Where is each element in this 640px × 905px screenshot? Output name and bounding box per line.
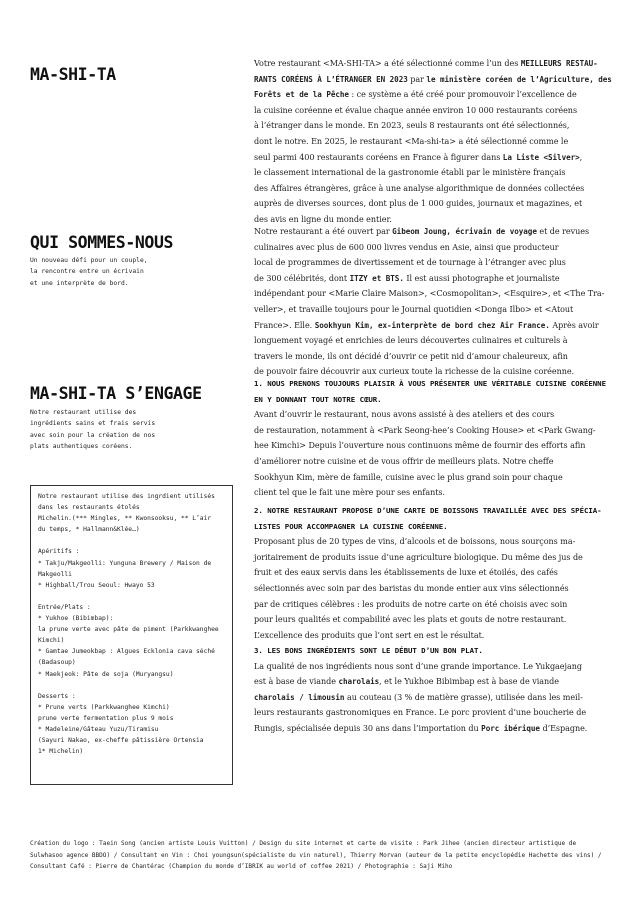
engage-subtitle	[30, 407, 155, 453]
text-run: Proposant plus de 20 types de vins, d’alcools et de boissons, nous sourçons ma-	[254, 537, 576, 547]
credits-line: Sulwhasoo agence BBDO) / Consultant en Vin : Choi youngsun(spécialiste du vin naturel), Thierry Morvan (auteur de la petite encyclopédie Hachette des vins) /	[30, 851, 602, 859]
text-run: , et le Yukhoe Bibimbap est à base de viande	[379, 677, 559, 687]
text-run: client tel que le fait une mère pour ses enfants.	[254, 488, 445, 498]
menu-box	[30, 485, 233, 785]
text-run: fruit et des eaux servis dans les établissements de luxe et étoilés, des cafés	[254, 568, 558, 578]
text-line	[254, 674, 587, 690]
text-line	[254, 103, 612, 119]
menu-box-line: * Highball/Trou Seoul: Hwayo 53	[38, 581, 155, 589]
text-run: France>. Elle.	[254, 320, 315, 330]
text-run: Avant d’ouvrir le restaurant, nous avons assisté à des ateliers et des cours	[254, 410, 555, 420]
text-run: ,	[579, 152, 583, 162]
text-line	[254, 134, 612, 150]
menu-box-line	[38, 535, 232, 546]
text-line	[254, 333, 604, 349]
credits-line: Création du logo : Taein Song (ancien artiste Louis Vuitton) / Design du site internet et carte de visite : Park Jihee (ancien directeur artistique de	[30, 840, 577, 847]
text-run: dont le notre. En 2025, le restaurant <Ma-shi-ta> a été sélectionné comme le	[254, 136, 569, 146]
text-line	[254, 690, 587, 706]
text-run: local de programmes de divertissement et de tournage à l’étranger avec plus	[254, 258, 566, 268]
qui-sommes-nous-title: QUI SOMMES-NOUS	[30, 233, 174, 252]
text-line	[254, 503, 602, 519]
text-line	[254, 643, 587, 659]
text-run: par	[407, 74, 427, 84]
text-run: d’améliorer notre cuisine et de vous offrir de meilleurs plats. Notre cheffe	[254, 456, 554, 466]
section-heading: LISTES POUR ACCOMPAGNER LA CUISINE CORÉENNE.	[254, 521, 448, 531]
text-line	[254, 721, 587, 737]
commitment-3	[254, 643, 587, 737]
text-line	[254, 286, 604, 302]
qui-subtitle-line: et une interprète de bord.	[30, 279, 129, 287]
text-line	[254, 196, 612, 212]
mashita-title: MA-SHI-TA	[30, 65, 116, 84]
menu-box-line: * Gamtae Jumeokbap : Algues Ecklonia cava séché	[38, 648, 215, 656]
text-line	[254, 271, 604, 287]
text-line	[254, 581, 602, 597]
text-run: longuement voyagé et enrichies de leurs découvertes culinaires et culturels à	[254, 336, 568, 346]
menu-box-lines	[38, 491, 232, 757]
text-run: joritairement de produits issue d’une agriculture biologique. Du même des jus de	[254, 552, 583, 562]
text-line	[254, 118, 612, 134]
menu-box-line: (Badasoup)	[38, 659, 76, 667]
text-line	[254, 705, 587, 721]
text-run: pour leurs qualités et compabilité avec les plats et gouts de notre restaurant.	[254, 615, 567, 625]
menu-box-line: * Yukhoe (Bibimbap):	[38, 615, 114, 623]
text-line	[254, 150, 612, 166]
text-line	[254, 224, 604, 240]
intro-paragraph	[254, 56, 612, 228]
engage-subtitle-line: ingrédients sains et frais servis	[30, 420, 156, 428]
menu-box-line: Notre restaurant utilise des ingrdient utilisés	[38, 493, 215, 500]
menu-box-line: Makgeolli	[38, 570, 72, 578]
text-run: : ce système a été créé pour promouvoir l’excellence de	[348, 90, 577, 100]
text-run: au couteau (3 % de matière grasse), utilisée dans les meil-	[344, 692, 583, 702]
menu-box-line: (Sayuri Nakao, ex-cheffe pâtissière Ortensia	[38, 737, 204, 745]
text-run: La qualité de nos ingrédients nous sont d’une grande importance. Le Yukgaejang	[254, 661, 582, 671]
text-line	[254, 56, 612, 72]
menu-box-line: Desserts :	[38, 692, 76, 700]
text-run: le classement international de la gastronomie établi par le ministère français	[254, 168, 566, 178]
text-run: leurs restaurants gastronomiques en France. Le porc provient d’une boucherie de	[254, 708, 587, 718]
text-run: travers le monde, ils ont décidé d’ouvrir ce petit nid d’amour chaleureux, afin	[254, 351, 568, 361]
menu-box-line: * Maekjeok: Pâte de soja (Muryangsu)	[38, 670, 174, 678]
text-line	[254, 454, 606, 470]
text-run: des avis en ligne du monde entier.	[254, 214, 392, 224]
text-line	[254, 612, 602, 628]
text-line	[254, 392, 606, 408]
menu-box-line: la prune verte avec pâte de piment (Parkkwanghee	[38, 626, 219, 634]
engage-subtitle-line: Notre restaurant utilise des	[30, 409, 137, 416]
commitment-2	[254, 503, 602, 643]
menu-box-line: dans les restaurants étolés	[38, 504, 140, 512]
engage-title: MA-SHI-TA S’ENGAGE	[30, 384, 202, 403]
text-run: veller>, et travaille toujours pour le Journal quotidien <Donga Ilbo> et <Atout	[254, 304, 574, 314]
emphasis-text: Sookhyun Kim, ex-interprète de bord chez Air France.	[314, 320, 550, 330]
emphasis-text: Gibeom Joung, écrivain de voyage	[392, 227, 537, 236]
text-run: la cuisine coréenne et évalue chaque année environ 10 000 restaurants coréens	[254, 105, 578, 115]
commitment-1	[254, 376, 606, 501]
text-line	[254, 534, 602, 550]
emphasis-text: MEILLEURS RESTAU-	[520, 59, 598, 68]
text-run: Après avoir	[549, 320, 599, 330]
emphasis-text: RANTS CORÉENS À L’ÉTRANGER EN 2023	[254, 74, 408, 84]
text-line	[254, 302, 604, 318]
text-run: seul parmi 400 restaurants coréens en France à figurer dans	[254, 152, 503, 162]
text-line	[254, 423, 606, 439]
emphasis-text: charolais / limousin	[254, 692, 345, 702]
text-line	[254, 565, 602, 581]
qui-subtitle-line: la rencontre entre un écrivain	[30, 268, 144, 276]
section-heading: 3. LES BONS INGRÉDIENTS SONT LE DÉBUT D’UN BON PLAT.	[254, 646, 483, 655]
text-run: hee Kimchi> Depuis l’ouverture nous continuons même de fournir des efforts afin	[254, 441, 586, 451]
emphasis-text: charolais	[338, 677, 380, 687]
emphasis-text: ITZY et BTS.	[349, 273, 404, 283]
text-run: par de critiques célèbres : les produits de notre carte on été choisis avec soin	[254, 599, 568, 609]
menu-box-line	[38, 680, 232, 691]
text-run: Rungis, spécialisée depuis 30 ans dans l’importation du	[254, 723, 482, 733]
text-run: de 300 célébrités, dont	[254, 273, 350, 283]
menu-box-line: 1* Michelin)	[38, 748, 84, 756]
text-line	[254, 438, 606, 454]
engage-subtitle-line: plats authentiques coréens.	[30, 443, 133, 451]
text-run: Notre restaurant a été ouvert par	[254, 227, 393, 236]
text-run: Sookhyun Kim, mère de famille, cuisine avec le plus grand soin pour chaque	[254, 472, 563, 482]
text-run: est à base de viande	[254, 677, 339, 687]
text-run: des Affaires étrangères, grâce à une analyse algorithmique de données collectées	[254, 183, 585, 193]
menu-box-line: Entrée/Plats :	[38, 603, 91, 611]
section-heading: 2. NOTRE RESTAURANT PROPOSE D’UNE CARTE DE BOISSONS TRAVAILLÉE AVEC DES SPÉCIA-	[254, 506, 602, 515]
text-run: auprès de diverses sources, dont plus de 1 000 guides, journaux et magazines, et	[254, 199, 583, 209]
text-run: sélectionnés avec soin par des baristas du monde entier aux vins sélectionnés	[254, 583, 569, 593]
text-line	[254, 659, 587, 675]
text-line	[254, 550, 602, 566]
text-line	[254, 349, 604, 365]
text-line	[254, 87, 612, 103]
text-line	[254, 519, 602, 535]
text-run: Il est aussi photographe et journaliste	[403, 273, 560, 283]
text-run: d’Espagne.	[539, 723, 588, 733]
text-run: culinaires avec plus de 600 000 livres vendus en Asie, ainsi que producteur	[254, 242, 559, 252]
about-paragraph	[254, 224, 604, 380]
text-line	[254, 628, 602, 644]
credits-footer	[30, 838, 602, 873]
emphasis-text: Porc ibérique	[481, 723, 540, 733]
engage-subtitle-line: avec soin pour la création de nos	[30, 431, 156, 439]
text-line	[254, 72, 612, 88]
credits-line: Consultant Café : Pierre de Chantérac (Champion du monde d’IBRIK au world of coffee 2021) / Photographie : Saji Miho	[30, 863, 453, 871]
text-line	[254, 240, 604, 256]
text-run: et de revues	[536, 227, 590, 236]
menu-box-line: * Takju/Makgeolli: Yunguna Brewery / Maison de	[38, 559, 212, 567]
text-line	[254, 485, 606, 501]
emphasis-text: le ministère coréen de l’Agriculture, des	[426, 74, 612, 84]
text-line	[254, 376, 606, 392]
text-run: de restauration, notamment à <Park Seong-hee’s Cooking House> et <Park Gwang-	[254, 425, 596, 435]
emphasis-text: La Liste <Silver>	[502, 152, 580, 162]
text-run: de pouvoir faire découvrir aux curieux toute la richesse de la cuisine coréenne.	[254, 367, 575, 377]
text-line	[254, 318, 604, 334]
menu-box-line: du temps, * Hallmann&Klée…)	[38, 526, 140, 534]
menu-box-line	[38, 591, 232, 602]
text-line	[254, 470, 606, 486]
text-run: L’excellence des produits que l’ont sert en est le résultat.	[254, 630, 485, 640]
text-line	[254, 255, 604, 271]
menu-box-line: * Prune verts (Parkkwanghee Kimchi)	[38, 703, 170, 711]
menu-box-line: * Madeleine/Gâteau Yuzu/Tiramisu	[38, 725, 159, 733]
menu-box-line: Kimchi)	[38, 637, 65, 645]
menu-box-line: Michelin.(*** Mingles, ** Kwonsooksu, ** L’air	[38, 515, 212, 523]
text-run: indépendant pour <Marie Claire Maison>, <Cosmopolitan>, <Esquire>, et <The Tra-	[254, 289, 605, 299]
text-run: à l’étranger dans le monde. En 2023, seuls 8 restaurants ont été sélectionnés,	[254, 121, 570, 131]
qui-subtitle	[30, 255, 148, 289]
menu-box-line: Apéritifs :	[38, 548, 80, 556]
text-line	[254, 181, 612, 197]
text-line	[254, 597, 602, 613]
text-line	[254, 407, 606, 423]
text-run: Votre restaurant <MA-SHI-TA> a été sélectionné comme l’un des	[254, 59, 521, 68]
menu-box-line: prune verte fermentation plus 9 mois	[38, 714, 174, 722]
section-heading: EN Y DONNANT TOUT NOTRE CŒUR.	[254, 394, 382, 404]
emphasis-text: Forêts et de la Pêche	[254, 90, 349, 100]
qui-subtitle-line: Un nouveau défi pour un couple,	[30, 257, 148, 264]
section-heading: 1. NOUS PRENONS TOUJOURS PLAISIR À VOUS PRÉSENTER UNE VÉRITABLE CUISINE CORÉENNE	[254, 379, 606, 388]
text-line	[254, 165, 612, 181]
